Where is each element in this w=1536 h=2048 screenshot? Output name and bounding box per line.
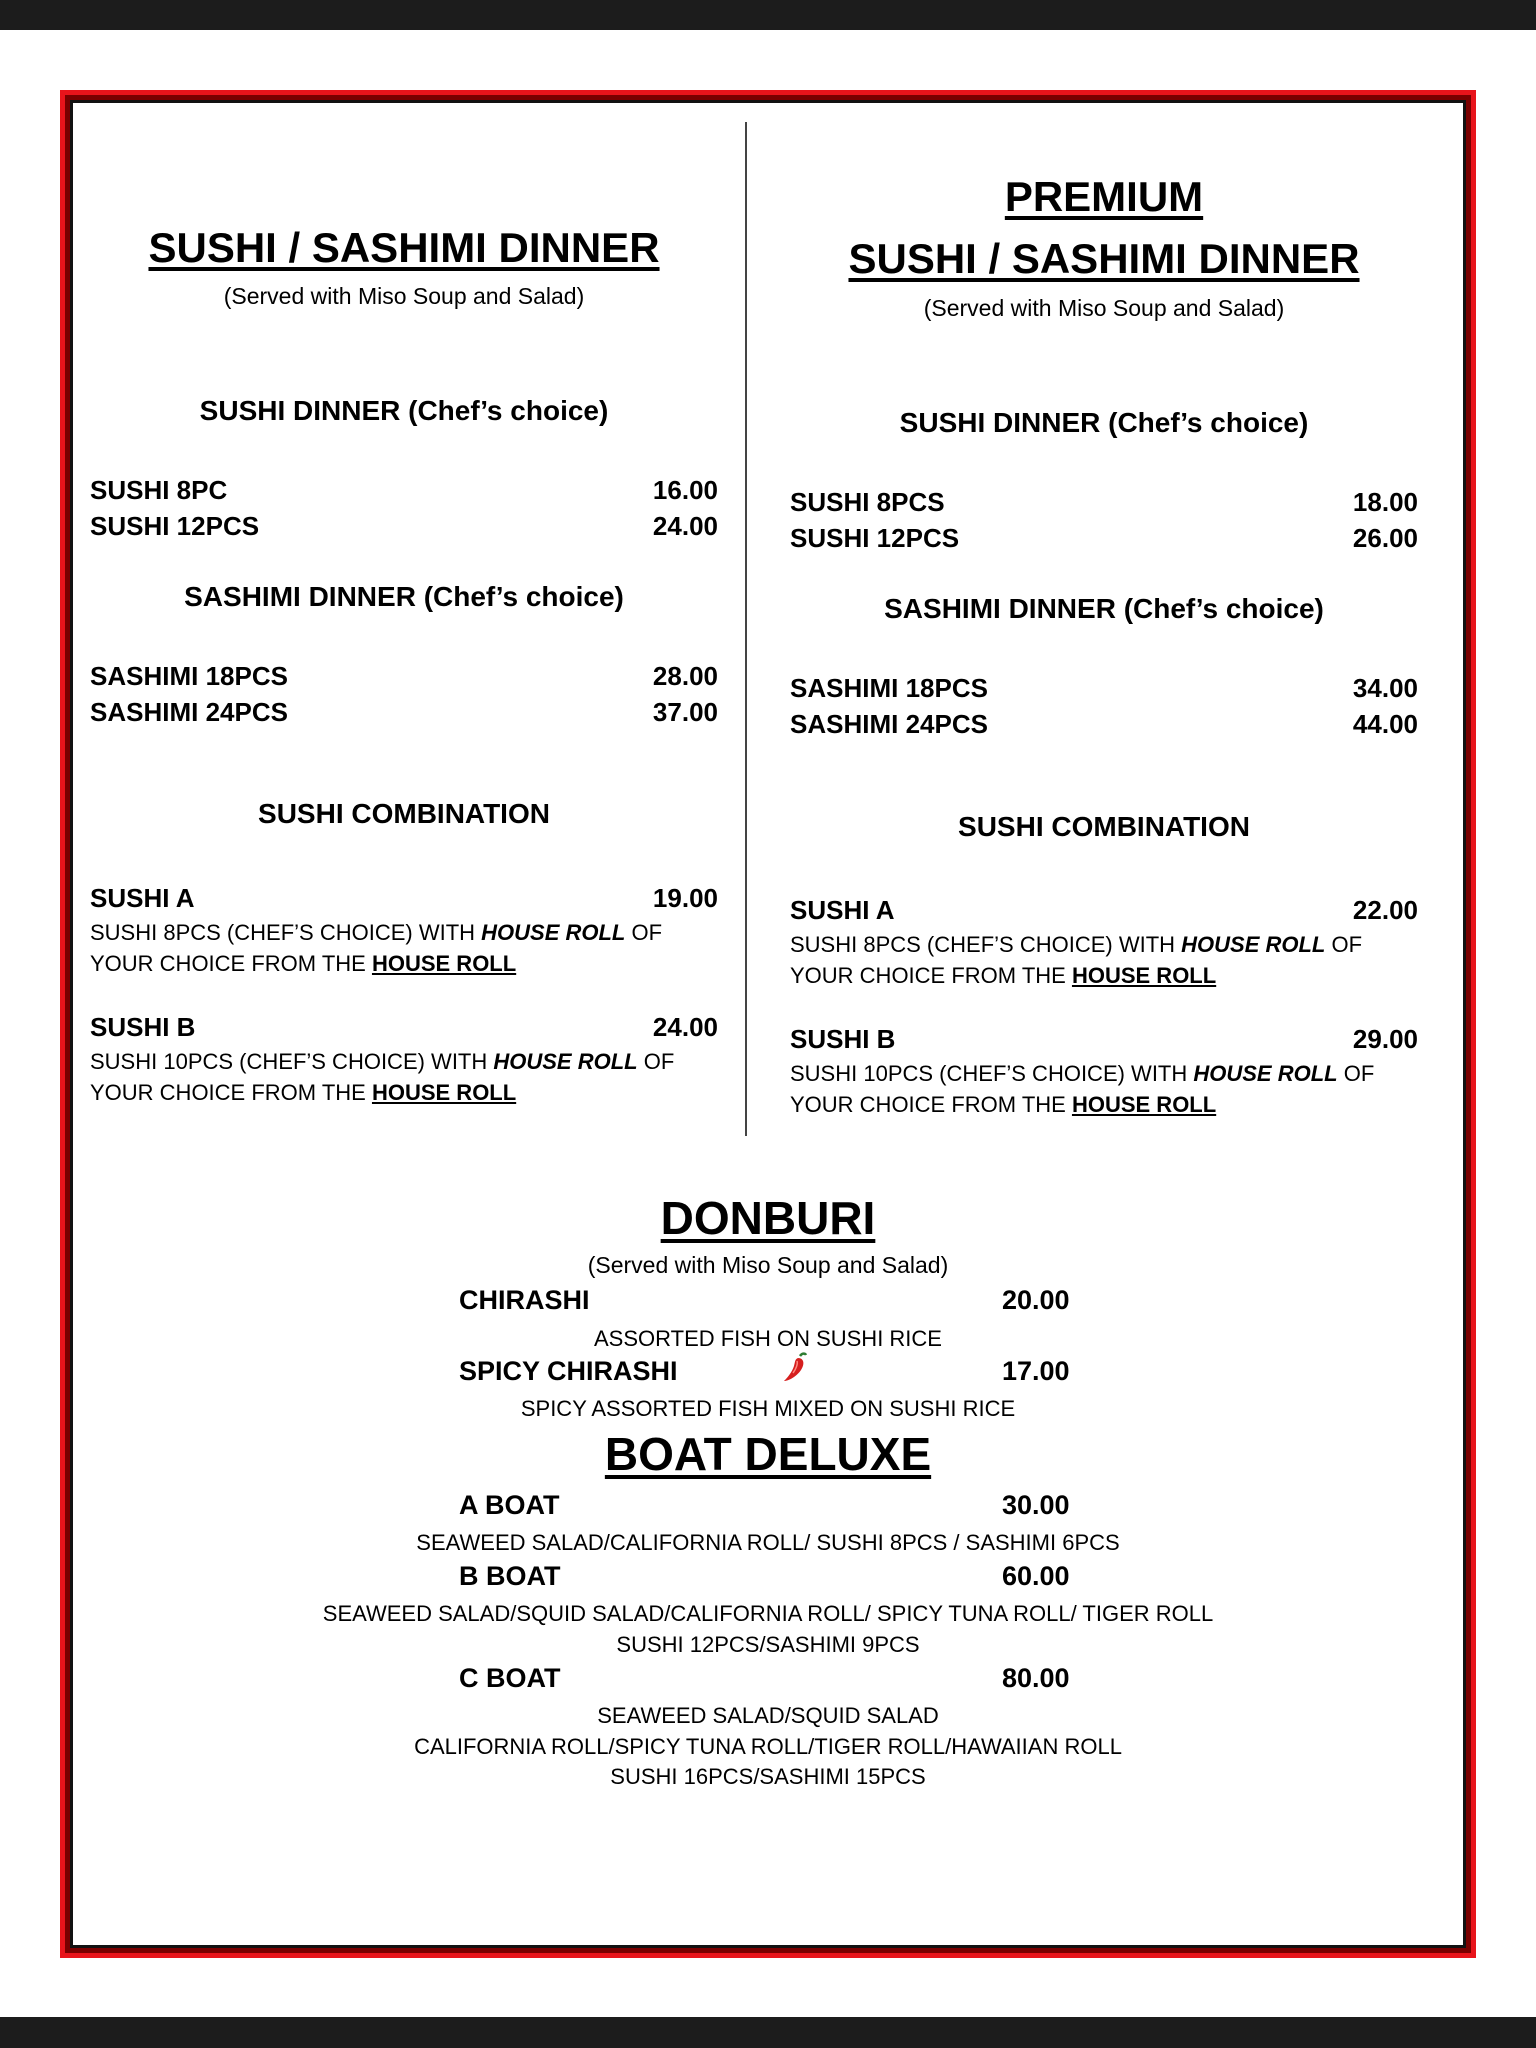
boat-deluxe-title: BOAT DELUXE bbox=[604, 1428, 932, 1480]
item-description bbox=[790, 929, 1418, 991]
item-name: SUSHI A bbox=[90, 883, 195, 913]
desc-text: SUSHI 8PCS (CHEF’S CHOICE) WITH bbox=[90, 920, 482, 945]
item-price: 20.00 bbox=[1002, 1285, 1070, 1315]
item-description: SEAWEED SALAD/SQUID SALAD bbox=[597, 1703, 939, 1728]
column-divider bbox=[745, 122, 747, 1136]
right-served-note: (Served with Miso Soup and Salad) bbox=[923, 295, 1285, 321]
item-name: SASHIMI 24PCS bbox=[90, 697, 288, 727]
item-name: CHIRASHI bbox=[459, 1285, 590, 1315]
item-name: SASHIMI 18PCS bbox=[90, 661, 288, 691]
item-name: A BOAT bbox=[459, 1490, 560, 1520]
item-name: B BOAT bbox=[459, 1561, 561, 1591]
item-price: 18.00 bbox=[1352, 487, 1418, 517]
item-description: SEAWEED SALAD/CALIFORNIA ROLL/ SUSHI 8PCS / SASHIMI 6PCS bbox=[416, 1530, 1120, 1555]
menu-item bbox=[459, 1490, 1077, 1526]
item-name: SUSHI 12PCS bbox=[790, 523, 960, 553]
item-name: SUSHI B bbox=[90, 1012, 196, 1042]
left-sashimi-dinner-heading: SASHIMI DINNER (Chef’s choice) bbox=[184, 581, 624, 612]
item-name: SUSHI 12PCS bbox=[90, 511, 260, 541]
item-price: 16.00 bbox=[652, 475, 718, 505]
item-price: 44.00 bbox=[1352, 709, 1418, 739]
left-served-note: (Served with Miso Soup and Salad) bbox=[223, 283, 585, 309]
item-price: 17.00 bbox=[1002, 1356, 1070, 1386]
item-description: CALIFORNIA ROLL/SPICY TUNA ROLL/TIGER ROLL/HAWAIIAN ROLL bbox=[414, 1734, 1122, 1759]
item-description: SUSHI 12PCS/SASHIMI 9PCS bbox=[616, 1632, 920, 1657]
top-bar bbox=[0, 0, 1536, 30]
house-roll-link[interactable]: HOUSE ROLL bbox=[371, 1080, 517, 1105]
item-price: 24.00 bbox=[652, 1012, 718, 1042]
item-price: 60.00 bbox=[1002, 1561, 1070, 1591]
left-sushi-dinner-heading: SUSHI DINNER (Chef’s choice) bbox=[199, 395, 609, 426]
item-description bbox=[90, 917, 718, 979]
house-roll-link[interactable]: HOUSE ROLL bbox=[1071, 1092, 1217, 1117]
item-price: 37.00 bbox=[652, 697, 718, 727]
item-description bbox=[90, 1046, 718, 1108]
item-description: ASSORTED FISH ON SUSHI RICE bbox=[594, 1326, 942, 1351]
menu-item bbox=[790, 487, 1418, 523]
item-name: C BOAT bbox=[459, 1663, 561, 1693]
menu-item bbox=[90, 883, 718, 919]
right-combination-heading: SUSHI COMBINATION bbox=[958, 811, 1250, 842]
donburi-title: DONBURI bbox=[660, 1192, 876, 1244]
item-price: 19.00 bbox=[652, 883, 718, 913]
item-name: SUSHI 8PC bbox=[90, 475, 228, 505]
right-title-line1: PREMIUM bbox=[1004, 173, 1204, 220]
menu-item bbox=[790, 895, 1418, 931]
menu-item bbox=[90, 697, 718, 733]
item-name: SUSHI 8PCS bbox=[790, 487, 945, 517]
item-price: 28.00 bbox=[652, 661, 718, 691]
right-sashimi-dinner-heading: SASHIMI DINNER (Chef’s choice) bbox=[884, 593, 1324, 624]
menu-item bbox=[90, 511, 718, 547]
desc-emphasis: HOUSE ROLL bbox=[493, 1049, 638, 1074]
item-description: SUSHI 16PCS/SASHIMI 15PCS bbox=[610, 1764, 926, 1789]
item-description: SEAWEED SALAD/SQUID SALAD/CALIFORNIA ROLL/ SPICY TUNA ROLL/ TIGER ROLL bbox=[322, 1601, 1214, 1626]
menu-item bbox=[90, 1012, 718, 1048]
desc-emphasis: HOUSE ROLL bbox=[481, 920, 626, 945]
menu-item bbox=[790, 523, 1418, 559]
left-title: SUSHI / SASHIMI DINNER bbox=[148, 224, 660, 271]
menu-item bbox=[459, 1663, 1077, 1699]
item-price: 24.00 bbox=[652, 511, 718, 541]
menu-item bbox=[90, 661, 718, 697]
item-name: SASHIMI 24PCS bbox=[790, 709, 988, 739]
item-name: SPICY CHIRASHI bbox=[459, 1356, 678, 1386]
desc-text: SUSHI 10PCS (CHEF’S CHOICE) WITH bbox=[90, 1049, 494, 1074]
desc-text: OF YOUR CHOICE FROM THE bbox=[90, 920, 663, 976]
item-name: SUSHI B bbox=[790, 1024, 896, 1054]
right-sushi-dinner-heading: SUSHI DINNER (Chef’s choice) bbox=[899, 407, 1309, 438]
item-description bbox=[790, 1058, 1418, 1120]
desc-text: SUSHI 8PCS (CHEF’S CHOICE) WITH bbox=[790, 932, 1182, 957]
item-description: SPICY ASSORTED FISH MIXED ON SUSHI RICE bbox=[520, 1396, 1016, 1421]
desc-text: OF YOUR CHOICE FROM THE bbox=[790, 932, 1363, 988]
left-combination-heading: SUSHI COMBINATION bbox=[258, 798, 550, 829]
desc-emphasis: HOUSE ROLL bbox=[1193, 1061, 1338, 1086]
desc-text: OF YOUR CHOICE FROM THE bbox=[790, 1061, 1375, 1117]
item-price: 80.00 bbox=[1002, 1663, 1070, 1693]
desc-emphasis: HOUSE ROLL bbox=[1181, 932, 1326, 957]
menu-item bbox=[459, 1356, 1077, 1392]
house-roll-link[interactable]: HOUSE ROLL bbox=[371, 951, 517, 976]
item-price: 22.00 bbox=[1352, 895, 1418, 925]
item-price: 30.00 bbox=[1002, 1490, 1070, 1520]
bottom-bar bbox=[0, 2017, 1536, 2048]
menu-item bbox=[790, 673, 1418, 709]
house-roll-link[interactable]: HOUSE ROLL bbox=[1071, 963, 1217, 988]
menu-item bbox=[459, 1561, 1077, 1597]
desc-text: OF YOUR CHOICE FROM THE bbox=[90, 1049, 675, 1105]
chili-pepper-icon bbox=[778, 1350, 812, 1384]
donburi-served-note: (Served with Miso Soup and Salad) bbox=[587, 1252, 949, 1278]
menu-item bbox=[790, 709, 1418, 745]
item-price: 26.00 bbox=[1352, 523, 1418, 553]
right-title-line2: SUSHI / SASHIMI DINNER bbox=[848, 235, 1360, 282]
item-price: 34.00 bbox=[1352, 673, 1418, 703]
item-name: SASHIMI 18PCS bbox=[790, 673, 988, 703]
item-name: SUSHI A bbox=[790, 895, 895, 925]
menu-item bbox=[790, 1024, 1418, 1060]
menu-item bbox=[459, 1285, 1077, 1321]
menu-item bbox=[90, 475, 718, 511]
desc-text: SUSHI 10PCS (CHEF’S CHOICE) WITH bbox=[790, 1061, 1194, 1086]
item-price: 29.00 bbox=[1352, 1024, 1418, 1054]
